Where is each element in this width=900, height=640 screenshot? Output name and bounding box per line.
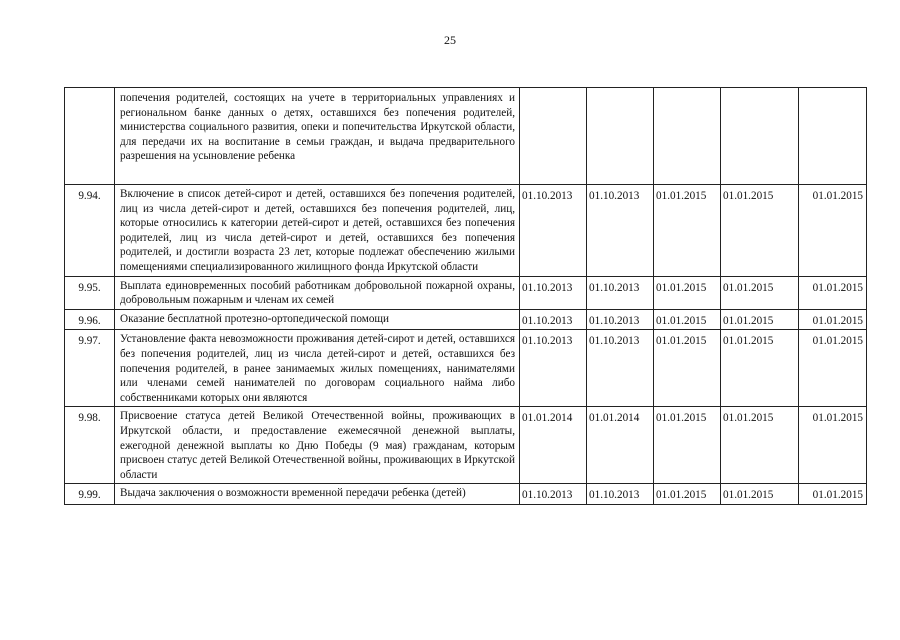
date-cell: 01.10.2013: [587, 484, 654, 505]
date-cell: 01.01.2015: [799, 407, 867, 484]
date-cell: 01.10.2013: [587, 276, 654, 309]
date-cell: 01.01.2015: [721, 185, 799, 277]
service-description: попечения родителей, состоящих на учете в территориальных управлениях и региональном банке данных о детях, оставшихся без попечения родителей, министерства социального развития, опеки и попечительства Иркутской области, для передачи их на воспитание в семьи граждан, и выдача предварительного разрешения на усыновление ребенка: [115, 88, 520, 185]
page-number: 25: [444, 33, 456, 47]
date-cell: 01.01.2015: [654, 407, 721, 484]
row-number: 9.94.: [65, 185, 115, 277]
date-cell: 01.10.2013: [520, 185, 587, 277]
date-cell: 01.01.2015: [799, 330, 867, 407]
date-cell: 01.01.2015: [721, 330, 799, 407]
date-cell: 01.01.2015: [654, 185, 721, 277]
service-description: Выплата единовременных пособий работникам добровольной пожарной охраны, добровольным пожарным и членам их семей: [115, 276, 520, 309]
service-description: Включение в список детей-сирот и детей, оставшихся без попечения родителей, лиц из числа детей-сирот и детей, оставшихся без попечения родителей, лиц, которые относились к категории детей-сирот и детей, оставшихся без попечения родителей, лиц из числа детей-сирот и детей, оставшихся без попечения родителей, и достигли возраста 23 лет, которые подлежат обеспечению жилыми помещениями специализированного жилищного фонда Иркутской области: [115, 185, 520, 277]
date-cell: 01.10.2013: [587, 330, 654, 407]
date-cell: 01.01.2015: [654, 276, 721, 309]
date-cell: [520, 88, 587, 185]
date-cell: [654, 88, 721, 185]
date-cell: 01.01.2015: [654, 309, 721, 330]
service-description: Установление факта невозможности проживания детей-сирот и детей, оставшихся без попечения родителей, лиц из числа детей-сирот и детей, оставшихся без попечения родителей, в ранее занимаемых жилых помещениях, нанимателями или членами семей нанимателей по договорам социального найма либо собственниками которых они являются: [115, 330, 520, 407]
table-row: [65, 276, 867, 309]
service-description: Присвоение статуса детей Великой Отечественной войны, проживающих в Иркутской области, и предоставление ежемесячной денежной выплаты, ежегодной денежной выплаты ко Дню Победы (9 мая) гражданам, которым присвоен статус детей Великой Отечественной войны, проживающих в Иркутской области: [115, 407, 520, 484]
table-row: [65, 309, 867, 330]
table-row: [65, 88, 867, 185]
table-row: [65, 330, 867, 407]
date-cell: 01.01.2015: [721, 407, 799, 484]
services-schedule-table: [64, 87, 867, 505]
date-cell: 01.01.2015: [721, 276, 799, 309]
date-cell: 01.10.2013: [520, 309, 587, 330]
row-number: [65, 88, 115, 185]
date-cell: 01.10.2013: [587, 309, 654, 330]
date-cell: 01.01.2015: [654, 330, 721, 407]
date-cell: 01.10.2013: [587, 185, 654, 277]
date-cell: 01.01.2015: [799, 484, 867, 505]
table-row: [65, 407, 867, 484]
date-cell: 01.01.2014: [587, 407, 654, 484]
date-cell: 01.01.2015: [799, 185, 867, 277]
date-cell: [799, 88, 867, 185]
date-cell: [587, 88, 654, 185]
table-row: [65, 484, 867, 505]
date-cell: [721, 88, 799, 185]
table-row: [65, 185, 867, 277]
row-number: 9.98.: [65, 407, 115, 484]
date-cell: 01.01.2014: [520, 407, 587, 484]
date-cell: 01.01.2015: [721, 309, 799, 330]
row-number: 9.96.: [65, 309, 115, 330]
date-cell: 01.01.2015: [799, 309, 867, 330]
row-number: 9.99.: [65, 484, 115, 505]
row-number: 9.95.: [65, 276, 115, 309]
service-description: Оказание бесплатной протезно-ортопедической помощи: [115, 309, 520, 330]
date-cell: 01.10.2013: [520, 484, 587, 505]
date-cell: 01.01.2015: [721, 484, 799, 505]
row-number: 9.97.: [65, 330, 115, 407]
service-description: Выдача заключения о возможности временной передачи ребенка (детей): [115, 484, 520, 505]
date-cell: 01.01.2015: [654, 484, 721, 505]
date-cell: 01.01.2015: [799, 276, 867, 309]
date-cell: 01.10.2013: [520, 276, 587, 309]
date-cell: 01.10.2013: [520, 330, 587, 407]
